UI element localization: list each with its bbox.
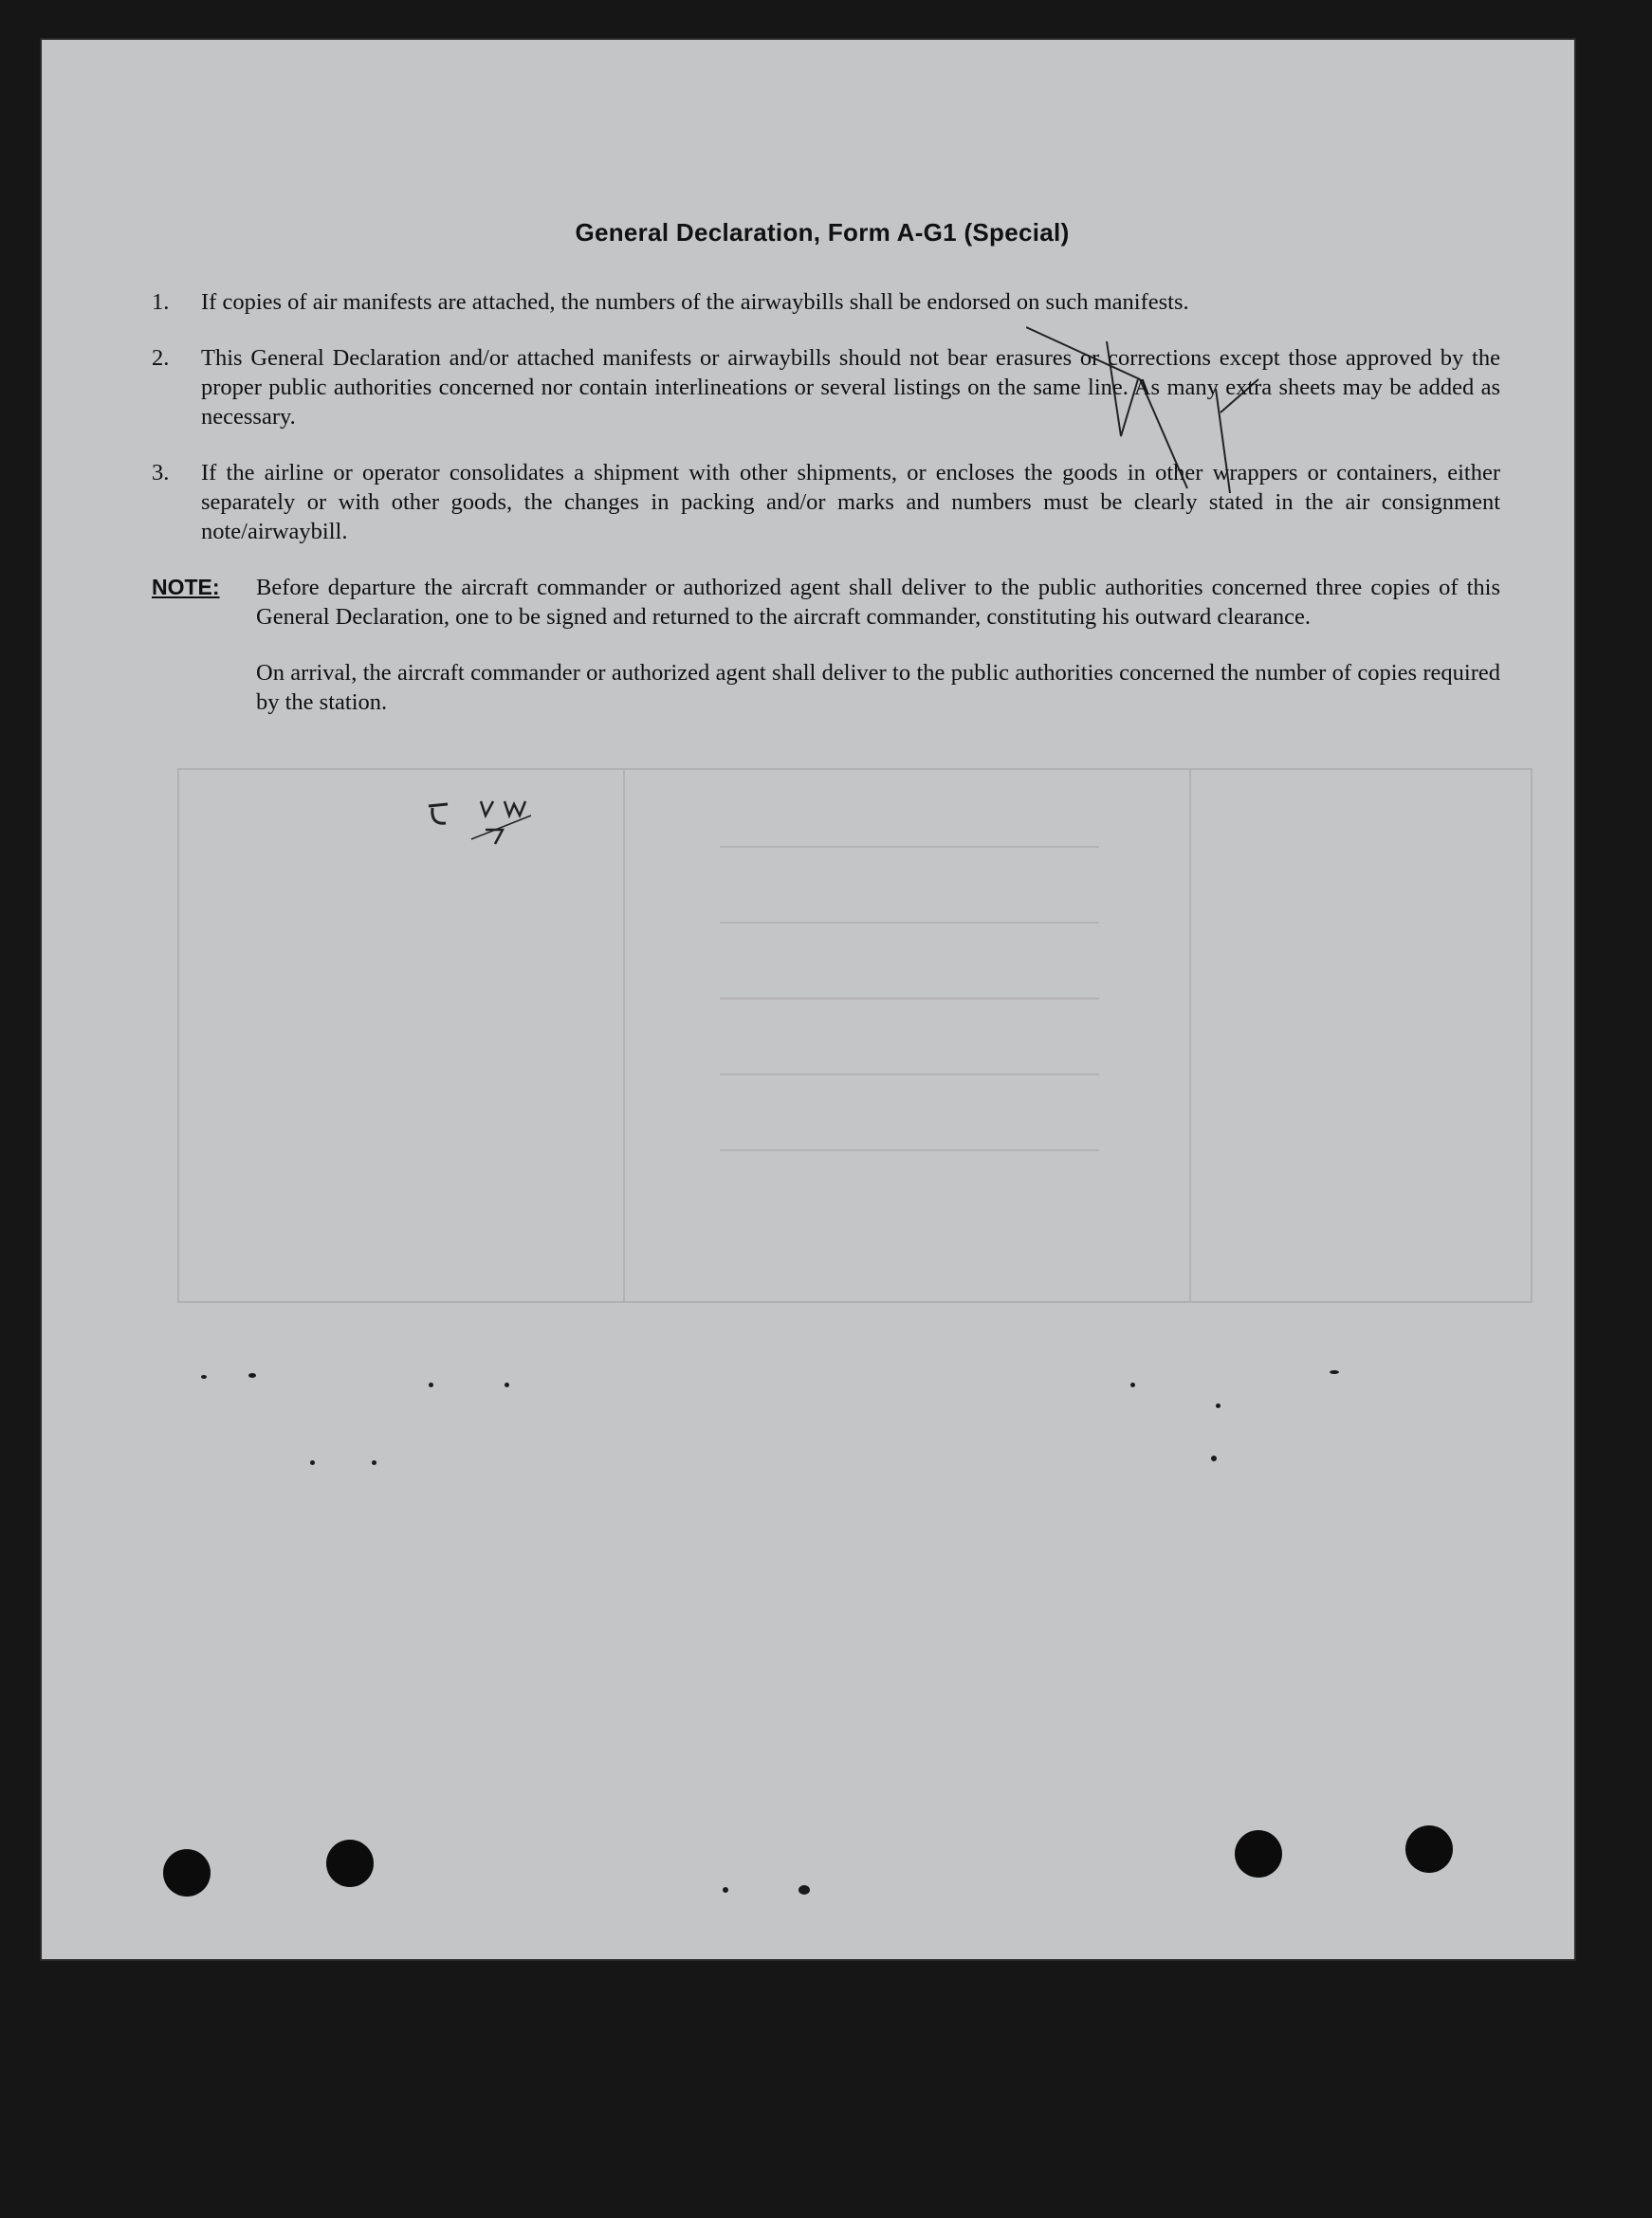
bleed-line: [720, 922, 1099, 924]
scan-speck: [429, 1383, 433, 1387]
document-page: [40, 38, 1576, 1961]
handwritten-annotation: [419, 787, 561, 853]
bleed-line: [720, 1149, 1099, 1151]
bleed-through-table: [177, 768, 1533, 1303]
punch-hole: [163, 1849, 211, 1897]
scan-speck: [1216, 1403, 1221, 1408]
form-instructions: [144, 218, 1500, 743]
scan-speck: [723, 1887, 728, 1893]
item-number: 3.: [152, 460, 170, 486]
instruction-item: [144, 287, 1500, 317]
item-number: 1.: [152, 289, 170, 315]
scan-speck: [1211, 1456, 1217, 1461]
instruction-item: [144, 458, 1500, 546]
note-body: [256, 573, 1500, 743]
note-paragraph: On arrival, the aircraft commander or authorized agent shall deliver to the public authorities concerned the number of copies required by the station.: [256, 660, 1500, 715]
scan-speck: [310, 1460, 315, 1465]
bleed-line: [720, 998, 1099, 999]
item-text: If copies of air manifests are attached, the numbers of the airwaybills shall be endorsed on such manifests.: [201, 289, 1189, 315]
instruction-item: [144, 343, 1500, 431]
item-number: 2.: [152, 345, 170, 371]
bleed-line: [1189, 770, 1191, 1301]
scan-speck: [505, 1383, 509, 1387]
item-text: If the airline or operator consolidates a shipment with other shipments, or encloses the goods in other wrappers or containers, either separately or with other goods, the changes in packing and/or marks and numbers must be clearly stated in the air consignment note/airwaybill.: [201, 460, 1500, 544]
scan-speck: [201, 1375, 207, 1379]
punch-hole: [1235, 1830, 1282, 1878]
bleed-line: [720, 846, 1099, 848]
punch-hole: [326, 1840, 374, 1887]
bleed-line: [720, 1073, 1099, 1075]
item-text: This General Declaration and/or attached manifests or airwaybills should not bear erasures or corrections except those approved by the proper public authorities concerned nor contain interlineations or several listings on the same line. As many extra sheets may be added as necessary.: [201, 345, 1500, 430]
scan-speck: [1330, 1370, 1339, 1374]
scan-speck: [248, 1373, 256, 1378]
note-section: [144, 573, 1500, 743]
note-label: NOTE:: [152, 575, 220, 599]
form-title: General Declaration, Form A-G1 (Special): [575, 218, 1070, 247]
bleed-line: [623, 770, 625, 1301]
scan-speck: [1130, 1383, 1135, 1387]
scan-speck: [798, 1885, 810, 1895]
scan-speck: [372, 1460, 376, 1465]
punch-hole: [1405, 1825, 1453, 1873]
note-paragraph: Before departure the aircraft commander or authorized agent shall deliver to the public authorities concerned three copies of this General Declaration, one to be signed and returned to the aircraft commander, constituting his outward clearance.: [256, 575, 1500, 630]
